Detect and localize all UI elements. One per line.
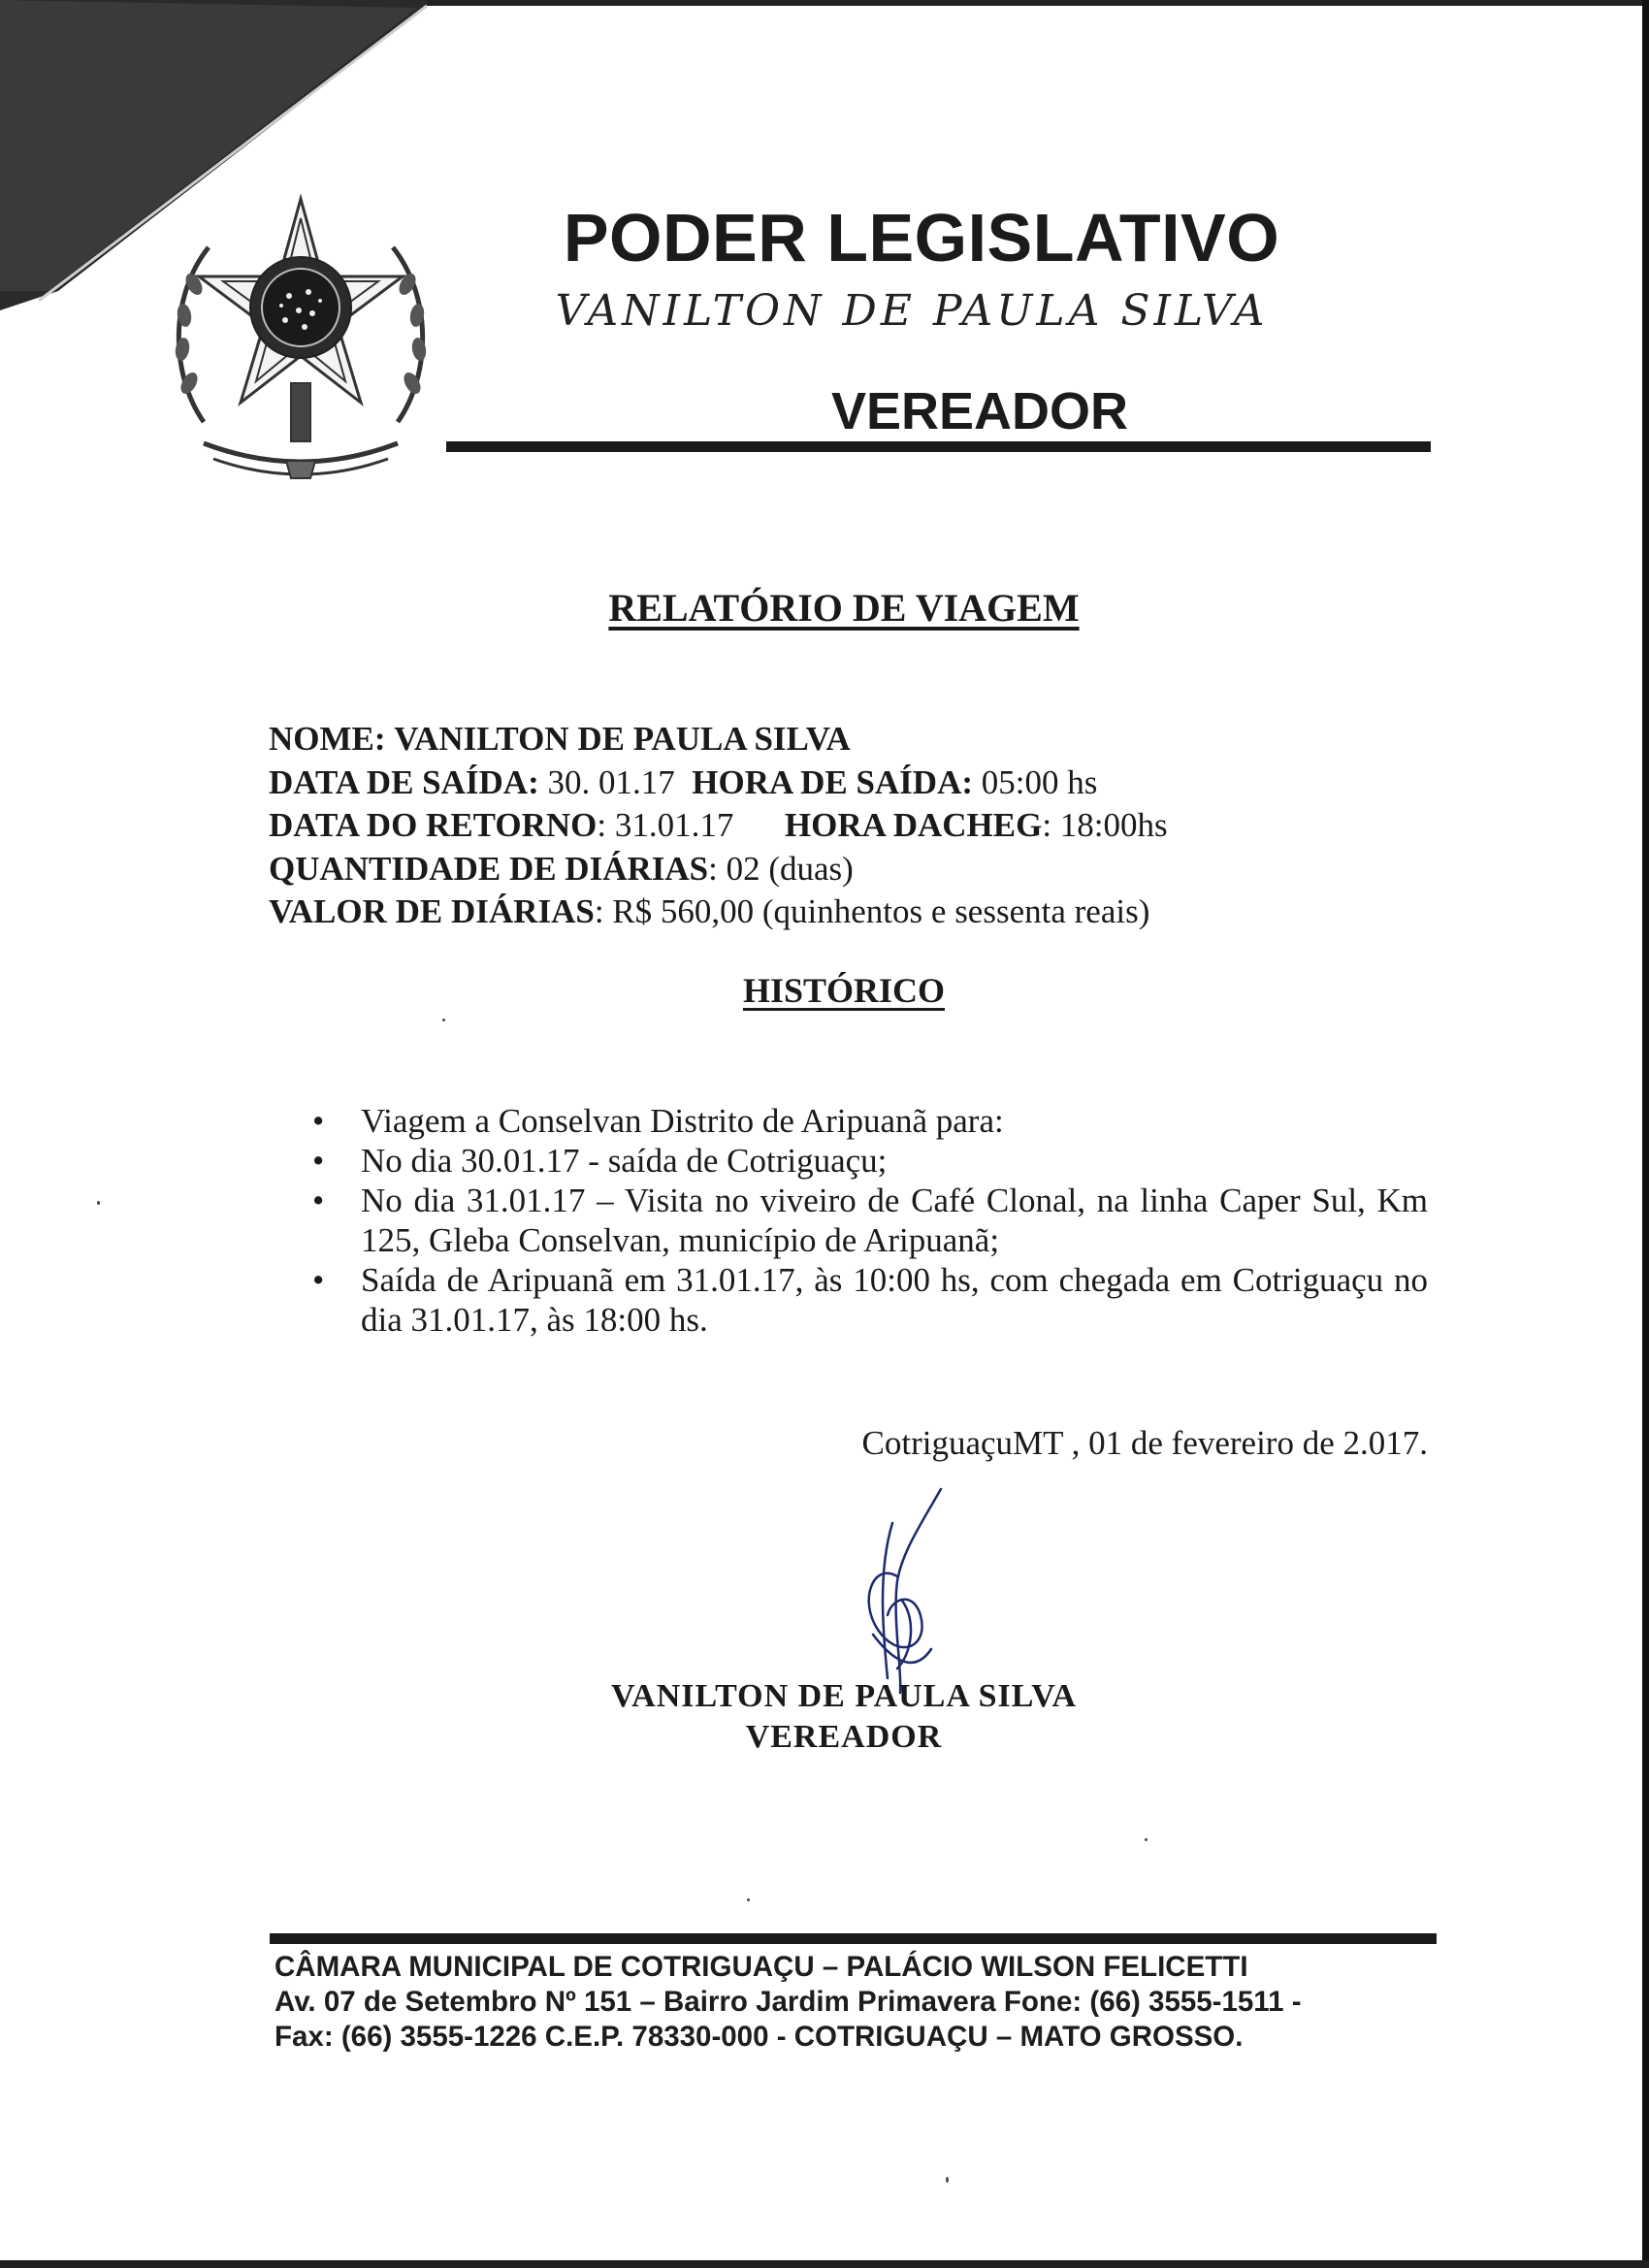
trip-info [269, 718, 1433, 934]
history-item: • Saída de Aripuanã em 31.01.17, às 10:00 hs, com chegada em Cotriguaçu no dia 31.01.17, às 18:00 hs. [312, 1260, 1428, 1340]
report-title: RELATÓRIO DE VIAGEM [608, 586, 1080, 630]
arrival-time-value: : 18:00hs [1042, 806, 1168, 844]
quantity-label: QUANTIDADE DE DIÁRIAS [269, 849, 709, 888]
scan-edge-bottom [0, 2260, 1649, 2268]
header-name: VANILTON DE PAULA SILVA [555, 286, 1269, 336]
history-list [312, 1101, 1428, 1340]
brazil-coat-of-arms-icon [165, 189, 436, 480]
scan-speck [747, 1898, 750, 1901]
place-and-date: CotriguaçuMT , 01 de fevereiro de 2.017. [861, 1424, 1428, 1462]
departure-date-label: DATA DE SAÍDA: [269, 762, 539, 801]
arrival-time-label: HORA DACHEG [784, 806, 1043, 844]
footer-line-contact: Fax: (66) 3555-1226 C.E.P. 78330-000 - COTRIGUAÇU – MATO GROSSO. [275, 2021, 1244, 2053]
scan-edge-top [427, 0, 1649, 6]
return-date-label: DATA DO RETORNO [269, 806, 598, 844]
history-item: • Viagem a Conselvan Distrito de Aripuanã para: [312, 1101, 1428, 1141]
history-item: • No dia 30.01.17 - saída de Cotriguaçu; [312, 1141, 1428, 1181]
handwritten-signature [844, 1484, 960, 1698]
footer-divider [270, 1933, 1437, 1944]
info-row-quantity [269, 848, 1433, 891]
scan-speck [97, 1201, 100, 1205]
info-row-name [269, 718, 1433, 761]
history-item: • No dia 31.01.17 – Visita no viveiro de Café Clonal, na linha Caper Sul, Km 125, Gleba Conselvan, município de Aripuanã; [312, 1181, 1428, 1260]
header-title: PODER LEGISLATIVO [563, 200, 1280, 275]
scan-speck [1145, 1838, 1148, 1841]
scan-edge-right [1642, 0, 1649, 2268]
signatory-role: VEREADOR [745, 1719, 943, 1755]
signatory-name: VANILTON DE PAULA SILVA [611, 1678, 1077, 1714]
value-label: VALOR DE DIÁRIAS [269, 892, 595, 930]
info-row-value [269, 891, 1433, 934]
signatory-block [456, 1676, 1232, 1758]
footer-address [275, 1950, 1458, 2055]
header-divider [446, 441, 1431, 452]
header-role: VEREADOR [830, 382, 1129, 440]
departure-time-label: HORA DE SAÍDA: [692, 762, 974, 801]
history-title: HISTÓRICO [742, 971, 946, 1010]
departure-time-value: 05:00 hs [981, 762, 1098, 801]
footer-line-institution: CÂMARA MUNICIPAL DE COTRIGUAÇU – PALÁCIO WILSON FELICETTI [275, 1951, 1248, 1983]
quantity-value: : 02 (duas) [708, 849, 854, 888]
footer-line-address: Av. 07 de Setembro Nº 151 – Bairro Jardim Primavera Fone: (66) 3555-1511 - [275, 1986, 1302, 2018]
name-value: VANILTON DE PAULA SILVA [394, 720, 851, 758]
value-value: : R$ 560,00 (quinhentos e sessenta reais) [594, 892, 1150, 930]
name-label: NOME: [269, 720, 386, 758]
info-row-departure [269, 761, 1433, 805]
departure-date-value: 30. 01.17 [547, 762, 675, 801]
info-row-return [269, 804, 1433, 848]
return-date-value: : 31.01.17 [597, 806, 734, 844]
scan-speck [946, 2177, 949, 2183]
scan-speck [442, 1019, 445, 1021]
